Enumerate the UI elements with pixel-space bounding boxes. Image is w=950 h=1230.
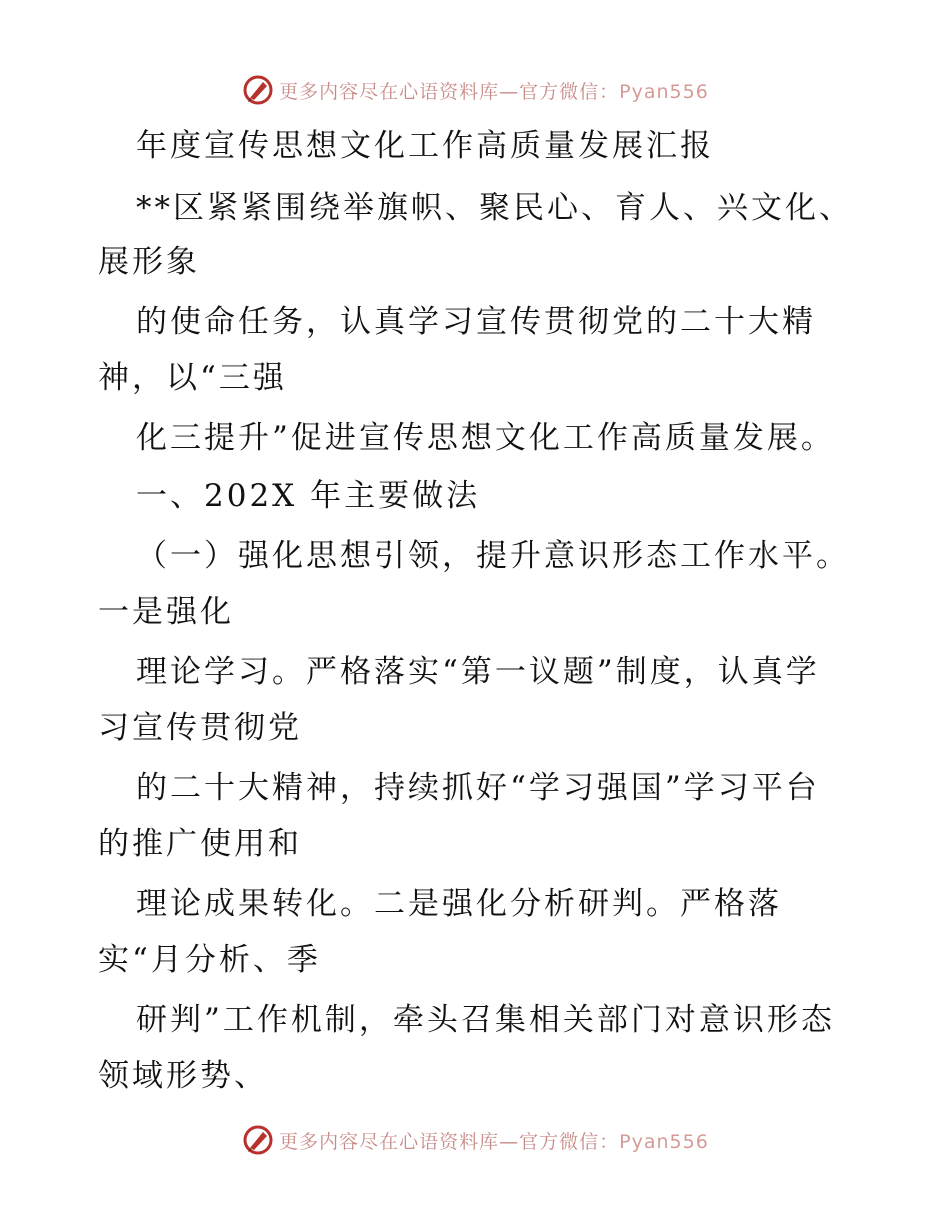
watermark-text (279, 1127, 709, 1154)
paragraph-line: 的推广使用和 (98, 826, 302, 862)
watermark-wechat-id: Pyan556 (619, 1130, 709, 1153)
paragraph-line: 的二十大精神，持续抓好“学习强国”学习平台 (136, 770, 820, 806)
watermark-wechat-id: Pyan556 (619, 80, 709, 103)
watermark-label: 更多内容尽在心语资料库—官方微信： (279, 80, 620, 103)
paragraph-line: 神，以“三强 (98, 360, 287, 396)
section-heading: 一、202X 年主要做法 (136, 478, 481, 514)
paragraph-line: 理论成果转化。二是强化分析研判。严格落 (136, 886, 782, 922)
document-title: 年度宣传思想文化工作高质量发展汇报 (136, 128, 714, 164)
paragraph-line: 的使命任务，认真学习宣传贯彻党的二十大精 (136, 304, 816, 340)
paragraph-line: 习宣传贯彻党 (98, 710, 302, 746)
subsection-heading: （一）强化思想引领，提升意识形态工作水平。 (136, 538, 850, 574)
paragraph-line: 展形象 (98, 244, 200, 280)
paragraph-line: 实“月分析、季 (98, 942, 321, 978)
pen-nib-seal-icon (241, 1123, 275, 1157)
paragraph-line: **区紧紧围绕举旗帜、聚民心、育人、兴文化、 (136, 190, 853, 226)
paragraph-line: 领域形势、 (98, 1058, 268, 1094)
watermark-label: 更多内容尽在心语资料库—官方微信： (279, 1130, 620, 1153)
paragraph-line: 化三提升”促进宣传思想文化工作高质量发展。 (136, 420, 835, 456)
paragraph-line: 理论学习。严格落实“第一议题”制度，认真学 (136, 654, 820, 690)
paragraph-line: 研判”工作机制，牵头召集相关部门对意识形态 (136, 1002, 835, 1038)
paragraph-line: 一是强化 (98, 594, 234, 630)
watermark-footer (0, 1120, 950, 1160)
